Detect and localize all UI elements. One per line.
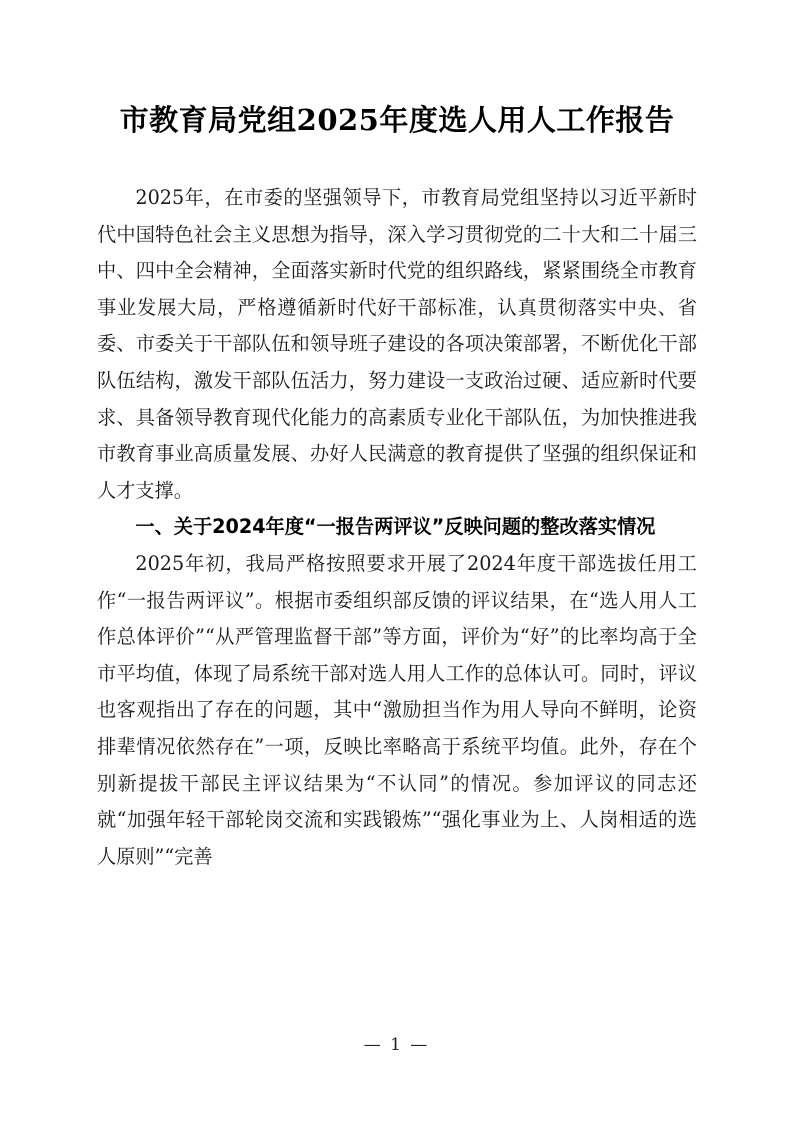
page-title: 市教育局党组2025年度选人用人工作报告 (119, 103, 675, 137)
section-1-paragraph: 2025年初，我局严格按照要求开展了2024年度干部选拔任用工作“一报告两评议”。根据市委组织部反馈的评议结果，在“选人用人工作总体评价”“从严管理监督干部”等方面，评价为“好”的比率均高于全市平均值，体现了局系统干部对选人用人工作的总体认可。同时，评议也客观指出了存在的问题，其中“激励担当作为用人导向不鲜明，论资排辈情况依然存在”一项，反映比率略高于系统平均值。此外，存在个别新提拔干部民主评议结果为“不认同”的情况。参加评议的同志还就“加强年轻干部轮岗交流和实践锻炼”“强化事业为上、人岗相适的选人原则”“完善 (97, 551, 697, 868)
section-heading-1: 一、关于2024年度“一报告两评议”反映问题的整改落实情况 (135, 515, 656, 539)
page-number-footer: — 1 — (363, 1035, 430, 1055)
document-content (97, 0, 697, 875)
intro-paragraph: 2025年，在市委的坚强领导下，市教育局党组坚持以习近平新时代中国特色社会主义思想为指导，深入学习贯彻党的二十大和二十届三中、四中全会精神，全面落实新时代党的组织路线，紧紧围绕全市教育事业发展大局，严格遵循新时代好干部标准，认真贯彻落实中央、省委、市委关于干部队伍和领导班子建设的各项决策部署，不断优化干部队伍结构，激发干部队伍活力，努力建设一支政治过硬、适应新时代要求、具备领导教育现代化能力的高素质专业化干部队伍，为加快推进我市教育事业高质量发展、办好人民满意的教育提供了坚强的组织保证和人才支撑。 (97, 186, 697, 502)
